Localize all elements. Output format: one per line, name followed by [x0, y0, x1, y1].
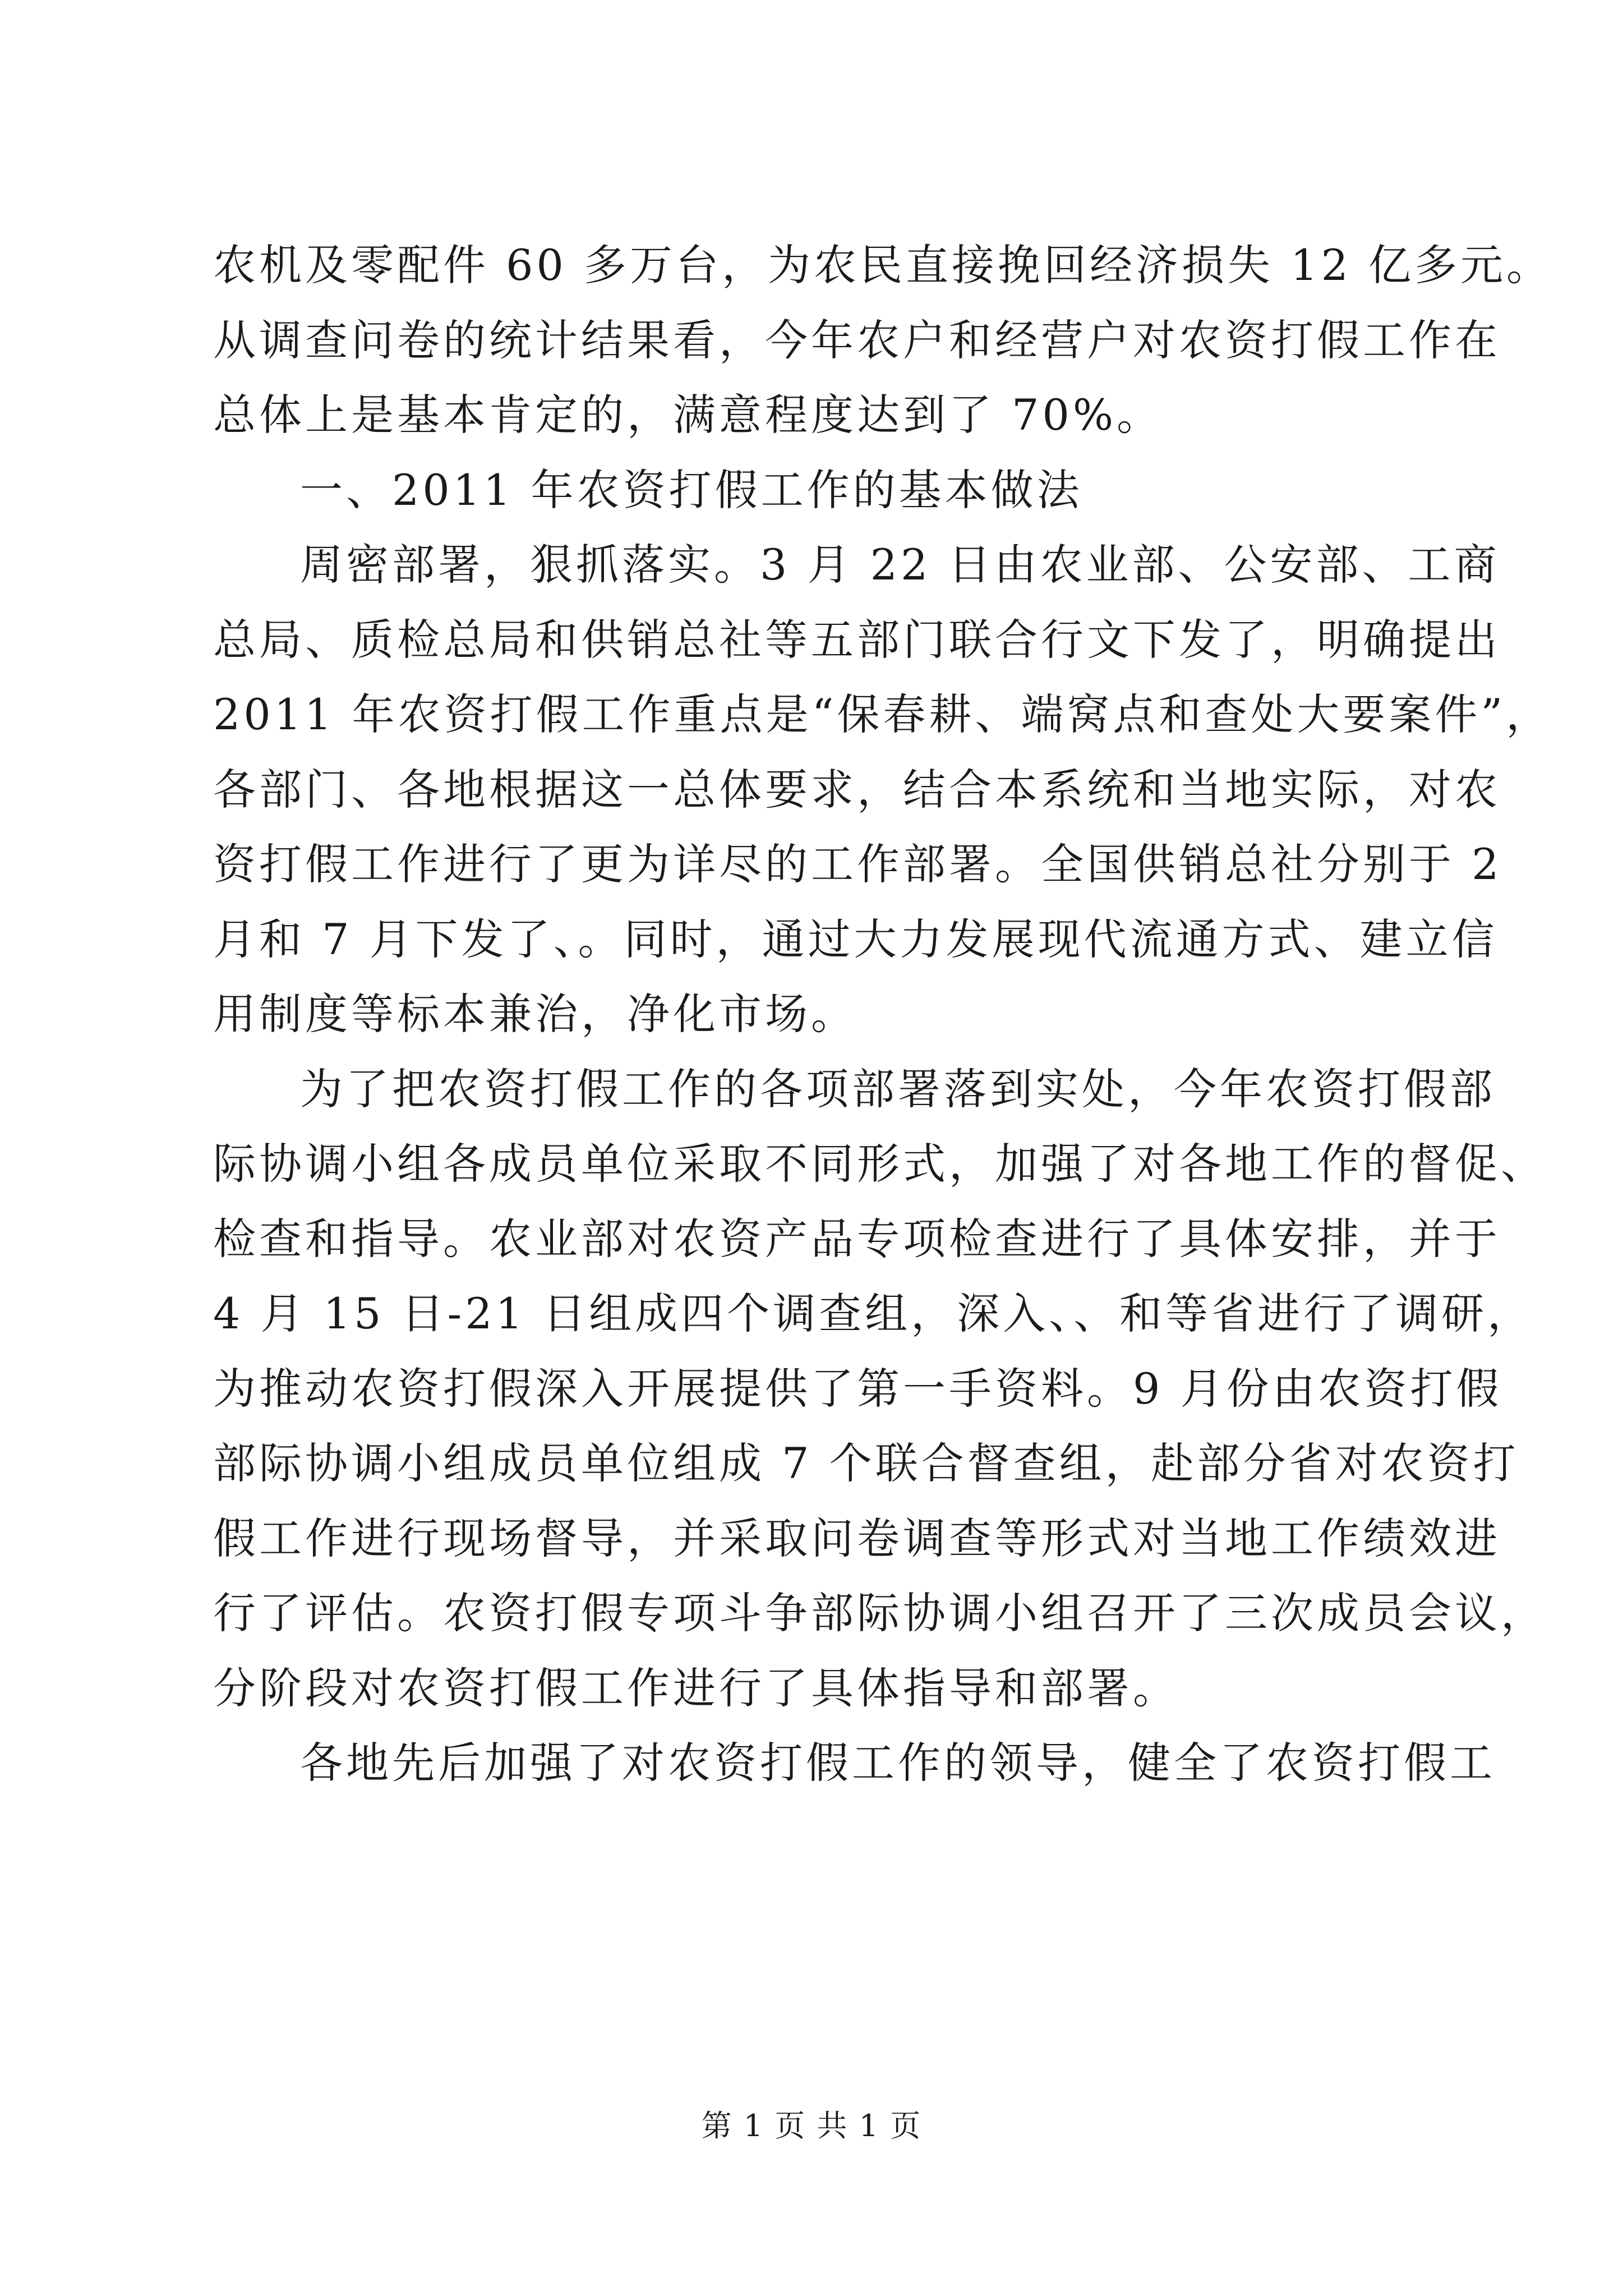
body-text-line: 总体上是基本肯定的，满意程度达到了 70%。 — [213, 390, 1163, 440]
page-number-footer: 第 1 页 共 1 页 — [701, 2108, 922, 2143]
body-text-line: 际协调小组各成员单位采取不同形式，加强了对各地工作的督促、 — [213, 1139, 1547, 1189]
body-text-line: 月和 7 月下发了、。同时，通过大力发展现代流通方式、建立信 — [213, 914, 1498, 964]
body-text-line: 为了把农资打假工作的各项部署落到实处，今年农资打假部 — [300, 1064, 1496, 1114]
body-text-line: 2011 年农资打假工作重点是“保春耕、端窝点和查处大要案件”， — [213, 689, 1552, 739]
body-text-line: 用制度等标本兼治，净化市场。 — [213, 989, 857, 1039]
body-text-line: 各地先后加强了对农资打假工作的领导，健全了农资打假工 — [300, 1738, 1496, 1788]
body-text-line: 检查和指导。农业部对农资产品专项检查进行了具体安排，并于 — [213, 1214, 1501, 1264]
body-text-line: 资打假工作进行了更为详尽的工作部署。全国供销总社分别于 2 — [213, 839, 1502, 889]
body-text-line: 各部门、各地根据这一总体要求，结合本系统和当地实际，对农 — [213, 765, 1501, 815]
section-heading: 一、2011 年农资打假工作的基本做法 — [300, 465, 1083, 515]
body-text-line: 总局、质检总局和供销总社等五部门联合行文下发了，明确提出 — [213, 615, 1501, 665]
body-text-line: 周密部署，狠抓落实。3 月 22 日由农业部、公安部、工商 — [300, 540, 1500, 590]
body-text-line: 行了评估。农资打假专项斗争部际协调小组召开了三次成员会议， — [213, 1588, 1547, 1638]
body-text-line: 分阶段对农资打假工作进行了具体指导和部署。 — [213, 1663, 1179, 1713]
body-text-line: 农机及零配件 60 多万台，为农民直接挽回经济损失 12 亿多元。 — [213, 240, 1553, 290]
body-text-line: 部际协调小组成员单位组成 7 个联合督查组，赴部分省对农资打 — [213, 1438, 1519, 1488]
body-text-line: 为推动农资打假深入开展提供了第一手资料。9 月份由农资打假 — [213, 1364, 1502, 1414]
body-text-line: 4 月 15 日-21 日组成四个调查组，深入、、和等省进行了调研， — [213, 1289, 1534, 1338]
body-text-line: 假工作进行现场督导，并采取问卷调查等形式对当地工作绩效进 — [213, 1513, 1501, 1563]
body-text-line: 从调查问卷的统计结果看，今年农户和经营户对农资打假工作在 — [213, 315, 1501, 365]
